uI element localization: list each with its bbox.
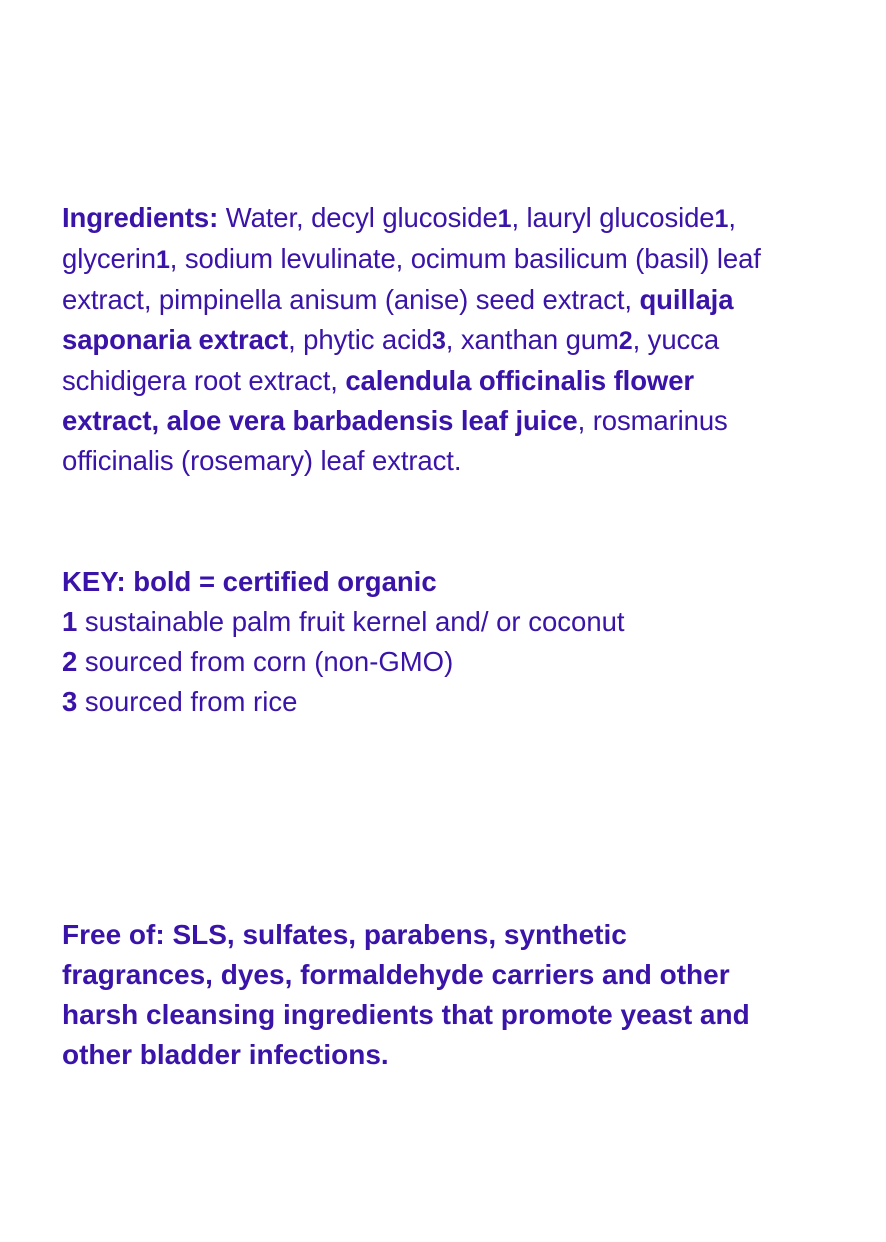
ingredient-text-run: , yucca schidigera root extract, — [62, 324, 720, 396]
ingredient-text-run: , rosmarinus officinalis (rosemary) leaf extract. — [62, 405, 728, 476]
key-footnote-1-text: sustainable palm fruit kernel and/ or coconut — [77, 606, 625, 637]
ingredient-footnote-marker: 1 — [714, 205, 729, 233]
ingredient-organic-item: quillaja saponaria extract — [62, 284, 734, 355]
key-footnote-2-text: sourced from corn (non-GMO) — [77, 646, 454, 677]
ingredients-list — [62, 202, 761, 476]
ingredient-footnote-marker: 2 — [618, 327, 633, 355]
free-of-text: Free of: SLS, sulfates, parabens, synthetic fragrances, dyes, formaldehyde carriers and other harsh cleansing ingredients that promote yeast and other bladder infections. — [62, 919, 750, 1070]
ingredient-text-run: Water, decyl glucoside — [218, 202, 498, 233]
key-footnote-1 — [62, 602, 762, 642]
key-footnote-2-marker: 2 — [62, 646, 78, 677]
key-section — [62, 562, 762, 722]
ingredients-paragraph — [62, 198, 762, 481]
key-footnote-2 — [62, 642, 762, 682]
ingredient-text-run: , lauryl glucoside — [511, 202, 715, 233]
key-footnote-3-marker: 3 — [62, 686, 78, 717]
ingredient-text-run: , sodium levulinate, ocimum basilicum (basil) leaf extract, pimpinella anisum (anise) seed extract, — [62, 243, 761, 315]
ingredient-footnote-marker: 1 — [497, 205, 512, 233]
free-of-section — [62, 915, 752, 1075]
key-footnote-1-marker: 1 — [62, 606, 78, 637]
ingredient-organic-item: calendula officinalis flower extract, aloe vera barbadensis leaf juice — [62, 365, 694, 436]
key-footnote-3 — [62, 682, 762, 722]
key-title: KEY: bold = certified organic — [62, 566, 437, 597]
ingredient-footnote-marker: 3 — [431, 327, 446, 355]
ingredients-heading: Ingredients: — [62, 202, 219, 233]
ingredient-footnote-marker: 1 — [155, 246, 170, 274]
ingredient-text-run: , phytic acid — [288, 324, 432, 355]
ingredients-section — [62, 198, 762, 481]
ingredient-text-run: , glycerin — [62, 202, 736, 274]
key-footnote-3-text: sourced from rice — [77, 686, 298, 717]
ingredient-text-run: , xanthan gum — [445, 324, 619, 355]
